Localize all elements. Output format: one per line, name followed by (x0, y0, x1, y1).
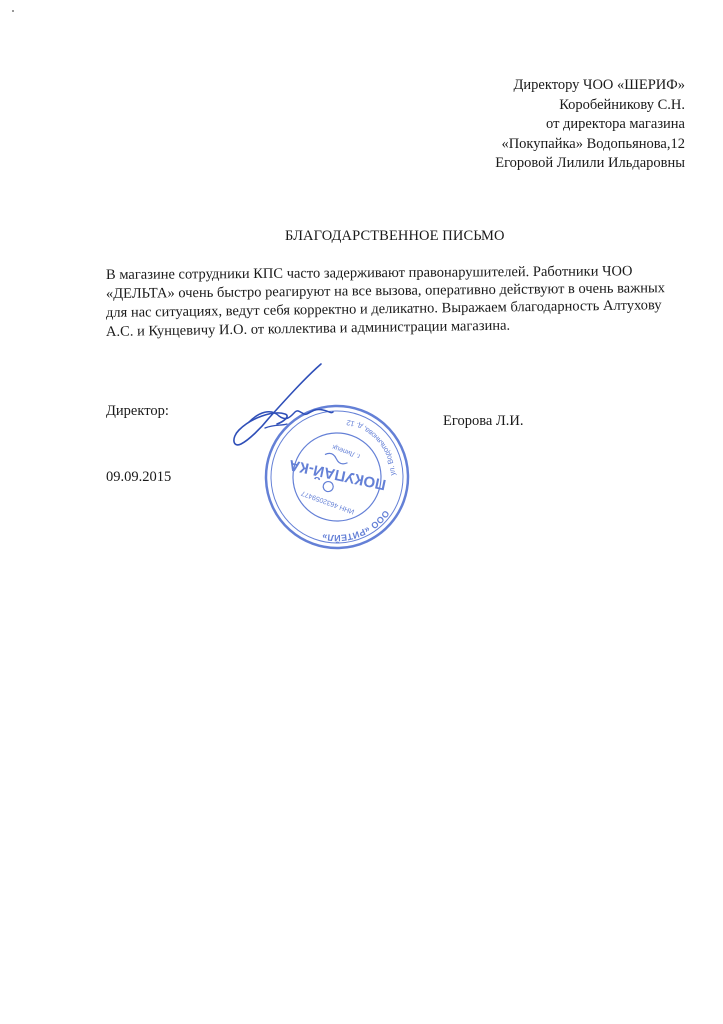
letter-body (105, 263, 686, 342)
director-name: Егорова Л.И. (443, 413, 524, 429)
handwritten-signature (225, 358, 335, 458)
addressee-line-5: Егоровой Лилили Ильдаровны (495, 155, 685, 171)
body-line-3: для нас ситуациях, ведут себя корректно и деликатно. Выражаем благодарность Алтухову (105, 297, 662, 321)
addressee-line-1: Директору ЧОО «ШЕРИФ» (513, 77, 685, 93)
addressee-block (495, 76, 685, 174)
stamp-address-text: ул. Водопьянова, д. 12 (345, 417, 398, 476)
letter-title: БЛАГОДАРСТВЕННОЕ ПИСЬМО (285, 228, 505, 244)
addressee-line-4: «Покупайка» Водопьянова,12 (501, 135, 685, 152)
letter-date: 09.09.2015 (106, 469, 172, 485)
director-label: Директор: (106, 403, 169, 419)
addressee-line-3: от директора магазина (546, 116, 685, 132)
body-line-4: А.С. и Кунцевичу И.О. от коллектива и администрации магазина. (105, 317, 511, 340)
scan-mark (12, 10, 14, 12)
stamp-org-text: ООО «РИТЕЙЛ» (321, 508, 392, 544)
stamp-brand: ПОКУПАЙ-КА (287, 455, 388, 494)
stamp-inn: ИНН 4632059477 (300, 489, 356, 515)
addressee-line-2: Коробейникову С.Н. (559, 96, 685, 113)
body-line-2: «ДЕЛЬТА» очень быстро реагируют на все вызова, оперативно действуют в очень важных (105, 280, 666, 302)
body-line-1: В магазине сотрудники КПС часто задерживают правонарушителей. Работники ЧОО (105, 263, 633, 283)
stamp-city: г. Липецк (331, 442, 362, 460)
